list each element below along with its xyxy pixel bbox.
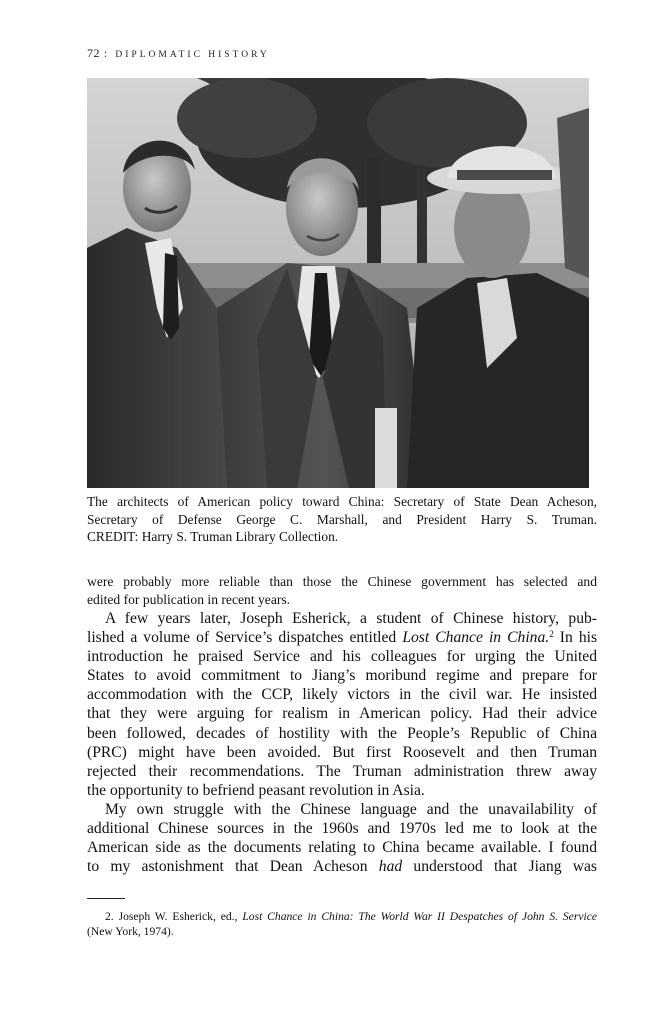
paragraph-continued: [87, 573, 597, 608]
page-number: 72: [87, 46, 100, 60]
emphasis: had: [378, 858, 403, 876]
book-title: Lost Chance in China.: [402, 629, 550, 647]
body-text: understood that Jiang was: [402, 858, 597, 876]
caption-line: Secretary of Defense George C. Marshall, and President Harry S. Truman.: [87, 511, 597, 527]
body-line: introduction he praised Service and his colleagues for urging the United: [87, 648, 597, 666]
footnote-line: [87, 909, 597, 924]
body-line: American side as the documents relating to China became available. I found: [87, 839, 597, 857]
footnote-number: 2.: [105, 910, 114, 923]
footnote-title: Lost Chance in China: The World War II Despatches of John S. Service: [242, 910, 597, 923]
historical-photo: [87, 78, 589, 488]
footnote-rule: [87, 898, 125, 899]
body-line: edited for publication in recent years.: [87, 591, 291, 607]
body-line: that they were arguing for realism in American policy. Had their advice: [87, 705, 597, 723]
body-text: lished a volume of Service’s dispatches entitled: [87, 629, 403, 647]
photo-caption: [87, 493, 597, 546]
header-separator: :: [104, 48, 110, 60]
body-line: were probably more reliable than those the Chinese government has selected and: [87, 574, 597, 589]
body-text: In his: [553, 629, 598, 647]
journal-title: DIPLOMATIC HISTORY: [115, 50, 270, 60]
footnote-line: (New York, 1974).: [87, 925, 174, 938]
body-line: [87, 628, 597, 647]
body-line: A few years later, Joseph Esherick, a student of Chinese history, pub-: [105, 610, 597, 627]
body-line: My own struggle with the Chinese language and the unavailability of: [105, 800, 597, 818]
footnote-author: Joseph W. Esherick, ed.,: [118, 910, 243, 923]
body-line: the opportunity to befriend peasant revolution in Asia.: [87, 781, 425, 799]
running-head: [87, 46, 270, 61]
photo-illustration: [87, 78, 589, 488]
body-line: rejected their recommendations. The Truman administration threw away: [87, 762, 597, 780]
footnote-marker: 2: [549, 629, 554, 640]
body-line: been followed, decades of hostility with the People’s Republic of China: [87, 724, 597, 742]
body-line: States to avoid commitment to Jiang’s moribund regime and prepare for: [87, 667, 597, 685]
footnote: [87, 909, 597, 939]
body-text: to my astonishment that Dean Acheson: [87, 858, 379, 876]
body-line: [87, 857, 597, 876]
caption-line: CREDIT: Harry S. Truman Library Collection.: [87, 529, 339, 544]
caption-line: The architects of American policy toward China: Secretary of State Dean Acheson,: [87, 494, 597, 509]
body-line: accommodation with the CCP, likely victors in the civil war. He insisted: [87, 686, 597, 704]
paragraph-esherick: [87, 609, 597, 876]
body-line: (PRC) might have been avoided. But first Roosevelt and then Truman: [87, 743, 597, 761]
body-line: additional Chinese sources in the 1960s and 1970s led me to look at the: [87, 820, 597, 838]
